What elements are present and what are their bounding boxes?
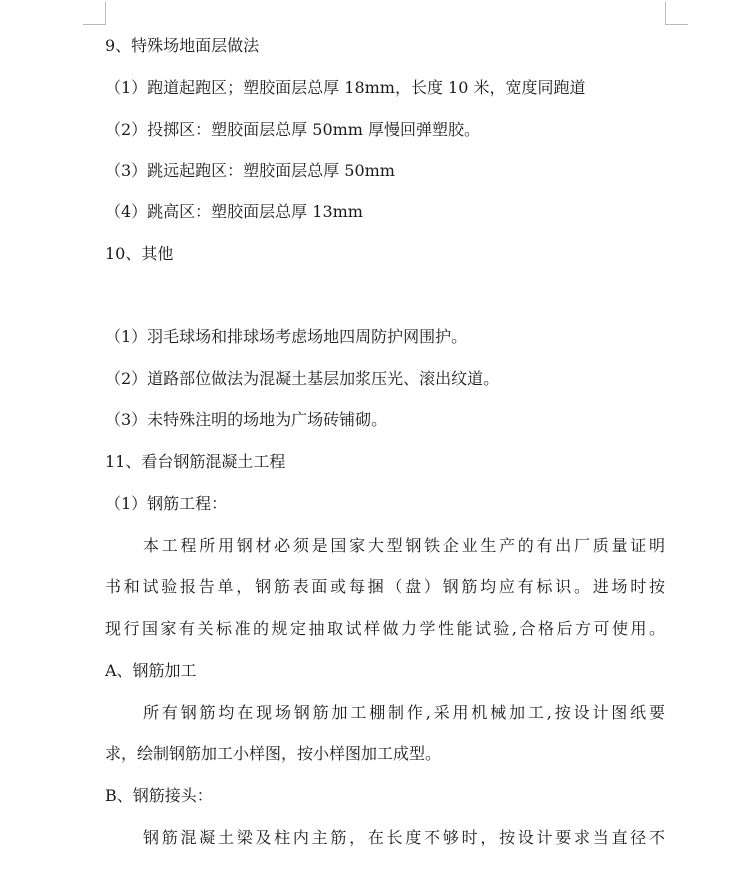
list-item: （2）道路部位做法为混凝土基层加浆压光、滚出纹道。 [105, 369, 500, 388]
section-heading-concrete: 11、看台钢筋混凝土工程 [105, 452, 286, 471]
subsection-heading-rebar-joints: B、钢筋接头： [105, 786, 213, 805]
paragraph-line: 书和试验报告单，钢筋表面或每捆（盘）钢筋均应有标识。进场时按 [105, 577, 665, 596]
paragraph-line: 所有钢筋均在现场钢筋加工棚制作,采用机械加工,按设计图纸要 [143, 703, 665, 722]
paragraph-line: 求，绘制钢筋加工小样图，按小样图加工成型。 [105, 744, 442, 763]
list-item: （3）跳远起跑区：塑胶面层总厚 50mm [105, 161, 395, 180]
page-corner-mark-left [83, 2, 106, 25]
list-item: （3）未特殊注明的场地为广场砖铺砌。 [105, 410, 388, 429]
list-item: （4）跳高区：塑胶面层总厚 13mm [105, 202, 363, 221]
paragraph-line: 钢筋混凝土梁及柱内主筋，在长度不够时，按设计要求当直径不 [143, 828, 665, 847]
list-item: （1）跑道起跑区；塑胶面层总厚 18mm，长度 10 米，宽度同跑道 [105, 78, 586, 97]
section-heading-other: 10、其他 [105, 244, 174, 263]
paragraph-line: 本工程所用钢材必须是国家大型钢铁企业生产的有出厂质量证明 [143, 536, 665, 555]
list-item: （1）羽毛球场和排球场考虑场地四周防护网围护。 [105, 327, 468, 346]
paragraph-line: 现行国家有关标准的规定抽取试样做力学性能试验,合格后方可使用。 [105, 619, 665, 638]
section-heading-special-surfaces: 9、特殊场地面层做法 [105, 36, 260, 55]
page-corner-mark-right [665, 2, 688, 25]
list-item: （2）投掷区：塑胶面层总厚 50mm 厚慢回弹塑胶。 [105, 120, 481, 139]
subsection-heading-rebar-processing: A、钢筋加工 [105, 661, 197, 680]
subsection-heading-rebar: （1）钢筋工程： [105, 494, 228, 513]
